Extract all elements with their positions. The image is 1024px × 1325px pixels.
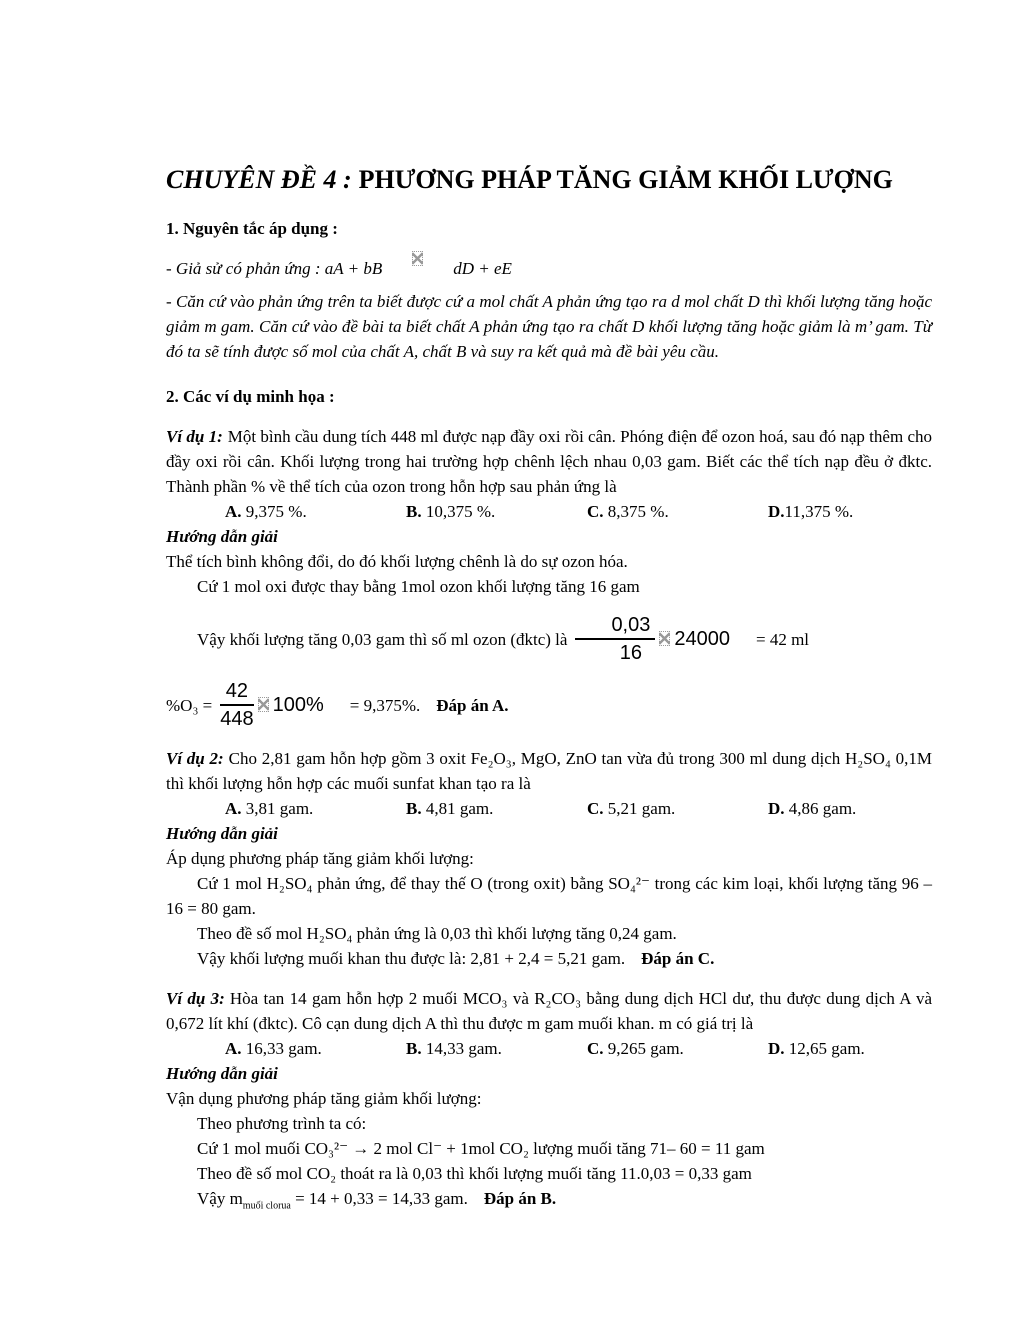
numerator: 0,03 — [575, 613, 655, 640]
solution-line: Thể tích bình không đổi, do đó khối lượng chênh là do sự ozon hóa. — [166, 552, 628, 571]
option-b-value: 4,81 gam. — [425, 799, 494, 818]
principle-paragraph: - Căn cứ vào phản ứng trên ta biết được cứ a mol chất A phản ứng tạo ra d mol chất D thì khối lượng tăng hoặc giảm m gam. Căn cứ vào đề bài ta biết chất A phản ứng tạo ra chất D khối lượng tăng hoặc giảm là m’ gam. Từ đó ta sẽ tính được số mol của chất A, chất B và suy ra kết quả mà đề bài yêu cầu. — [166, 292, 932, 361]
option-b-value: 10,375 %. — [425, 502, 496, 521]
option-d — [768, 796, 856, 821]
solution-line — [166, 946, 932, 971]
equation-line-1 — [166, 613, 932, 665]
example3-solution-heading: Hướng dẫn giải — [166, 1064, 278, 1083]
denominator: 16 — [619, 642, 643, 664]
example2-conclusion: Vậy khối lượng muối khan thu được là: 2,81 + 2,4 = 5,21 gam. — [197, 949, 626, 968]
option-c-value: 8,375 %. — [607, 502, 669, 521]
example2-options-row — [166, 796, 932, 821]
option-a — [225, 796, 406, 821]
reaction-line — [166, 251, 932, 281]
document-page — [166, 164, 932, 1211]
option-b — [406, 499, 587, 524]
solution-line: Cứ 1 mol H₂SO₄ phản ứng, để thay thế O (trong oxit) bằng SO₄²⁻ trong các kim loại, khối lượng tăng 96 – 16 = 80 gam. — [166, 874, 932, 918]
mass-subscript: muối clorua — [242, 1200, 291, 1212]
option-b-label: B. — [406, 502, 426, 521]
equation1-result: = 42 ml — [756, 630, 810, 649]
section2-heading: 2. Các ví dụ minh họa : — [166, 387, 335, 406]
option-b-value: 14,33 gam. — [425, 1039, 502, 1058]
option-d — [768, 1036, 865, 1061]
option-a-value: 9,375 %. — [245, 502, 307, 521]
page-title — [166, 164, 932, 196]
option-b-label: B. — [406, 799, 426, 818]
option-d-label: D. — [768, 502, 785, 521]
solution-line: Theo phương trình ta có: — [197, 1114, 367, 1133]
reaction-after: dD + eE — [453, 259, 512, 278]
reaction-before: - Giả sử có phản ứng : aA + bB — [166, 259, 383, 278]
option-d-value: 4,86 gam. — [788, 799, 857, 818]
missing-glyph-multiply-icon — [659, 631, 670, 646]
fraction — [220, 679, 253, 731]
option-b-label: B. — [406, 1039, 426, 1058]
option-a-value: 16,33 gam. — [245, 1039, 322, 1058]
equation2-lead: %O₃ = — [166, 696, 213, 715]
solution-line: Cứ 1 mol oxi được thay bằng 1mol ozon khối lượng tăng 16 gam — [197, 577, 640, 596]
option-d-label: D. — [768, 1039, 789, 1058]
example1-question-text: Một bình cầu dung tích 448 ml được nạp đầy oxi rồi cân. Phóng điện để ozon hoá, sau đó nạp thêm cho đầy oxi rồi cân. Khối lượng trong hai trường hợp chênh lệch nhau 0,03 gam. Biết các thể tích nạp đều ở đktc. Thành phần % về thể tích của ozon trong hỗn hợp sau phản ứng là — [166, 427, 932, 496]
equation2-factor: 100% — [272, 694, 324, 716]
solution-line: Theo đề số mol CO₂ thoát ra là 0,03 thì khối lượng muối tăng 11.0,03 = 0,33 gam — [197, 1164, 752, 1183]
option-c — [587, 499, 768, 524]
example3-answer: Đáp án B. — [483, 1189, 557, 1208]
equation-line-2 — [166, 679, 932, 731]
solution-line: Áp dụng phương pháp tăng giảm khối lượng: — [166, 849, 474, 868]
option-c — [587, 796, 768, 821]
example3-question-text: Hòa tan 14 gam hỗn hợp 2 muối MCO₃ và R₂CO₃ bằng dung dịch HCl dư, thu được dung dịch A và 0,672 lít khí (đktc). Cô cạn dung dịch A thì thu được m gam muối khan. m có giá trị là — [166, 989, 932, 1033]
numerator: 42 — [220, 679, 253, 706]
example2-question-text: Cho 2,81 gam hỗn hợp gồm 3 oxit Fe₂O₃, MgO, ZnO tan vừa đủ trong 300 ml dung dịch H₂SO₄ 0,1M thì khối lượng hỗn hợp các muối sunfat khan tạo ra là — [166, 749, 932, 793]
option-a-label: A. — [225, 799, 246, 818]
option-a — [225, 1036, 406, 1061]
solution-line: Vận dụng phương pháp tăng giảm khối lượng: — [166, 1089, 482, 1108]
equation1-factor: 24000 — [674, 628, 730, 650]
option-c-label: C. — [587, 799, 608, 818]
missing-glyph-multiply-icon — [258, 697, 269, 712]
denominator: 448 — [220, 708, 254, 730]
option-c-label: C. — [587, 1039, 608, 1058]
section1-heading: 1. Nguyên tắc áp dụng : — [166, 219, 338, 238]
example1-options-row — [166, 499, 932, 524]
fraction — [575, 613, 655, 665]
option-a-value: 3,81 gam. — [245, 799, 314, 818]
example2-label: Ví dụ 2: — [166, 749, 224, 768]
example3-question — [166, 986, 932, 1036]
example1-answer: Đáp án A. — [436, 696, 509, 715]
equation1-lead: Vậy khối lượng tăng 0,03 gam thì số ml ozon (đktc) là — [197, 630, 568, 649]
option-c — [587, 1036, 768, 1061]
mass-symbol: Vậy m — [197, 1189, 243, 1208]
missing-glyph-arrow-icon — [412, 251, 423, 266]
solution-line: Theo đề số mol H₂SO₄ phản ứng là 0,03 thì khối lượng tăng 0,24 gam. — [197, 924, 677, 943]
example1-question — [166, 424, 932, 499]
page-title-lead: CHUYÊN ĐỀ 4 : — [166, 165, 352, 194]
example2-answer: Đáp án C. — [641, 949, 715, 968]
option-b — [406, 796, 587, 821]
example1-label: Ví dụ 1: — [166, 427, 223, 446]
solution-line — [166, 1186, 932, 1211]
example3-options-row — [166, 1036, 932, 1061]
example3-label: Ví dụ 3: — [166, 989, 225, 1008]
option-d-label: D. — [768, 799, 789, 818]
solution-line: Cứ 1 mol muối CO₃²⁻ → 2 mol Cl⁻ + 1mol CO₂ lượng muối tăng 71– 60 = 11 gam — [197, 1139, 765, 1158]
option-a — [225, 499, 406, 524]
option-b — [406, 1036, 587, 1061]
option-d-value: 12,65 gam. — [788, 1039, 865, 1058]
option-c-value: 9,265 gam. — [607, 1039, 684, 1058]
equation2-result: = 9,375%. — [349, 696, 421, 715]
page-title-main: PHƯƠNG PHÁP TĂNG GIẢM KHỐI LƯỢNG — [358, 165, 893, 194]
example2-solution-heading: Hướng dẫn giải — [166, 824, 278, 843]
example1-solution-heading: Hướng dẫn giải — [166, 527, 278, 546]
option-d-value: 11,375 %. — [784, 502, 854, 521]
example2-question — [166, 746, 932, 796]
option-c-value: 5,21 gam. — [607, 799, 676, 818]
option-a-label: A. — [225, 1039, 246, 1058]
option-c-label: C. — [587, 502, 608, 521]
example3-conclusion: = 14 + 0,33 = 14,33 gam. — [290, 1189, 468, 1208]
option-d — [768, 499, 853, 524]
option-a-label: A. — [225, 502, 246, 521]
